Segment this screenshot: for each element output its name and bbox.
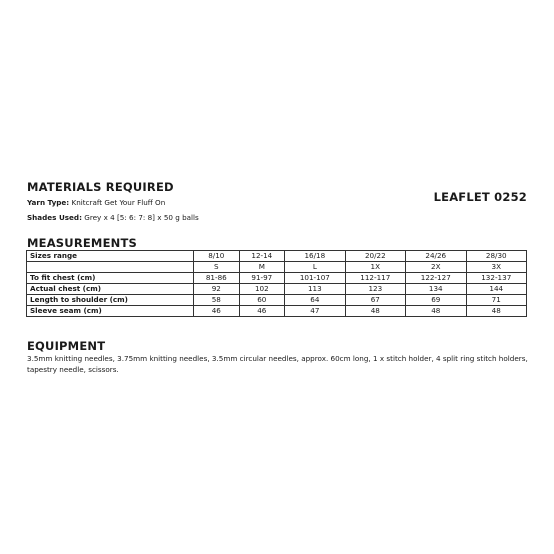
table-cell: 81-86 (194, 273, 240, 284)
table-row (27, 306, 527, 317)
table-cell: 64 (285, 295, 345, 306)
table-cell: 60 (239, 295, 285, 306)
row-label: To fit chest (cm) (27, 273, 194, 284)
table-row (27, 295, 527, 306)
table-cell: 113 (285, 284, 345, 295)
table-cell: 47 (285, 306, 345, 317)
row-label: Sizes range (27, 251, 194, 262)
equipment-text: 3.5mm knitting needles, 3.75mm knitting needles, 3.5mm circular needles, approx. 60cm long, 1 x stitch holder, 4 split ring stitch holders, tapestry needle, scissors. (27, 354, 528, 374)
table-cell: 71 (466, 295, 527, 306)
table-cell: 28/30 (466, 251, 527, 262)
table-cell: 58 (194, 295, 240, 306)
table-cell: L (285, 262, 345, 273)
table-cell: 3X (466, 262, 527, 273)
equipment-heading: EQUIPMENT (27, 339, 106, 353)
table-cell: 122-127 (406, 273, 466, 284)
yarn-type-value: Knitcraft Get Your Fluff On (71, 198, 166, 207)
table-row (27, 284, 527, 295)
table-cell: 48 (466, 306, 527, 317)
table-cell: 16/18 (285, 251, 345, 262)
table-row (27, 273, 527, 284)
measurements-table (26, 250, 527, 317)
table-cell: M (239, 262, 285, 273)
table-cell: 112-117 (345, 273, 405, 284)
table-cell: 92 (194, 284, 240, 295)
table-row (27, 251, 527, 262)
table-cell: 48 (406, 306, 466, 317)
table-cell: 1X (345, 262, 405, 273)
row-label: Actual chest (cm) (27, 284, 194, 295)
row-label (27, 262, 194, 273)
yarn-type-label: Yarn Type: (27, 198, 70, 207)
table-cell: 2X (406, 262, 466, 273)
table-row (27, 262, 527, 273)
materials-heading: MATERIALS REQUIRED (27, 180, 174, 194)
table-cell: 102 (239, 284, 285, 295)
leaflet-number: LEAFLET 0252 (433, 190, 527, 204)
row-label: Sleeve seam (cm) (27, 306, 194, 317)
table-cell: 69 (406, 295, 466, 306)
table-cell: 48 (345, 306, 405, 317)
yarn-type-line (27, 198, 165, 207)
table-cell: 67 (345, 295, 405, 306)
measurements-heading: MEASUREMENTS (27, 236, 137, 250)
table-cell: 46 (194, 306, 240, 317)
table-cell: 132-137 (466, 273, 527, 284)
shades-used-line (27, 213, 199, 222)
table-cell: 24/26 (406, 251, 466, 262)
table-cell: 91-97 (239, 273, 285, 284)
table-cell: 144 (466, 284, 527, 295)
table-cell: 20/22 (345, 251, 405, 262)
row-label: Length to shoulder (cm) (27, 295, 194, 306)
table-cell: 12-14 (239, 251, 285, 262)
table-cell: 134 (406, 284, 466, 295)
table-cell: 101-107 (285, 273, 345, 284)
shades-used-label: Shades Used: (27, 213, 82, 222)
table-cell: 8/10 (194, 251, 240, 262)
table-cell: S (194, 262, 240, 273)
table-cell: 123 (345, 284, 405, 295)
table-cell: 46 (239, 306, 285, 317)
shades-used-value: Grey x 4 [5: 6: 7: 8] x 50 g balls (84, 213, 199, 222)
